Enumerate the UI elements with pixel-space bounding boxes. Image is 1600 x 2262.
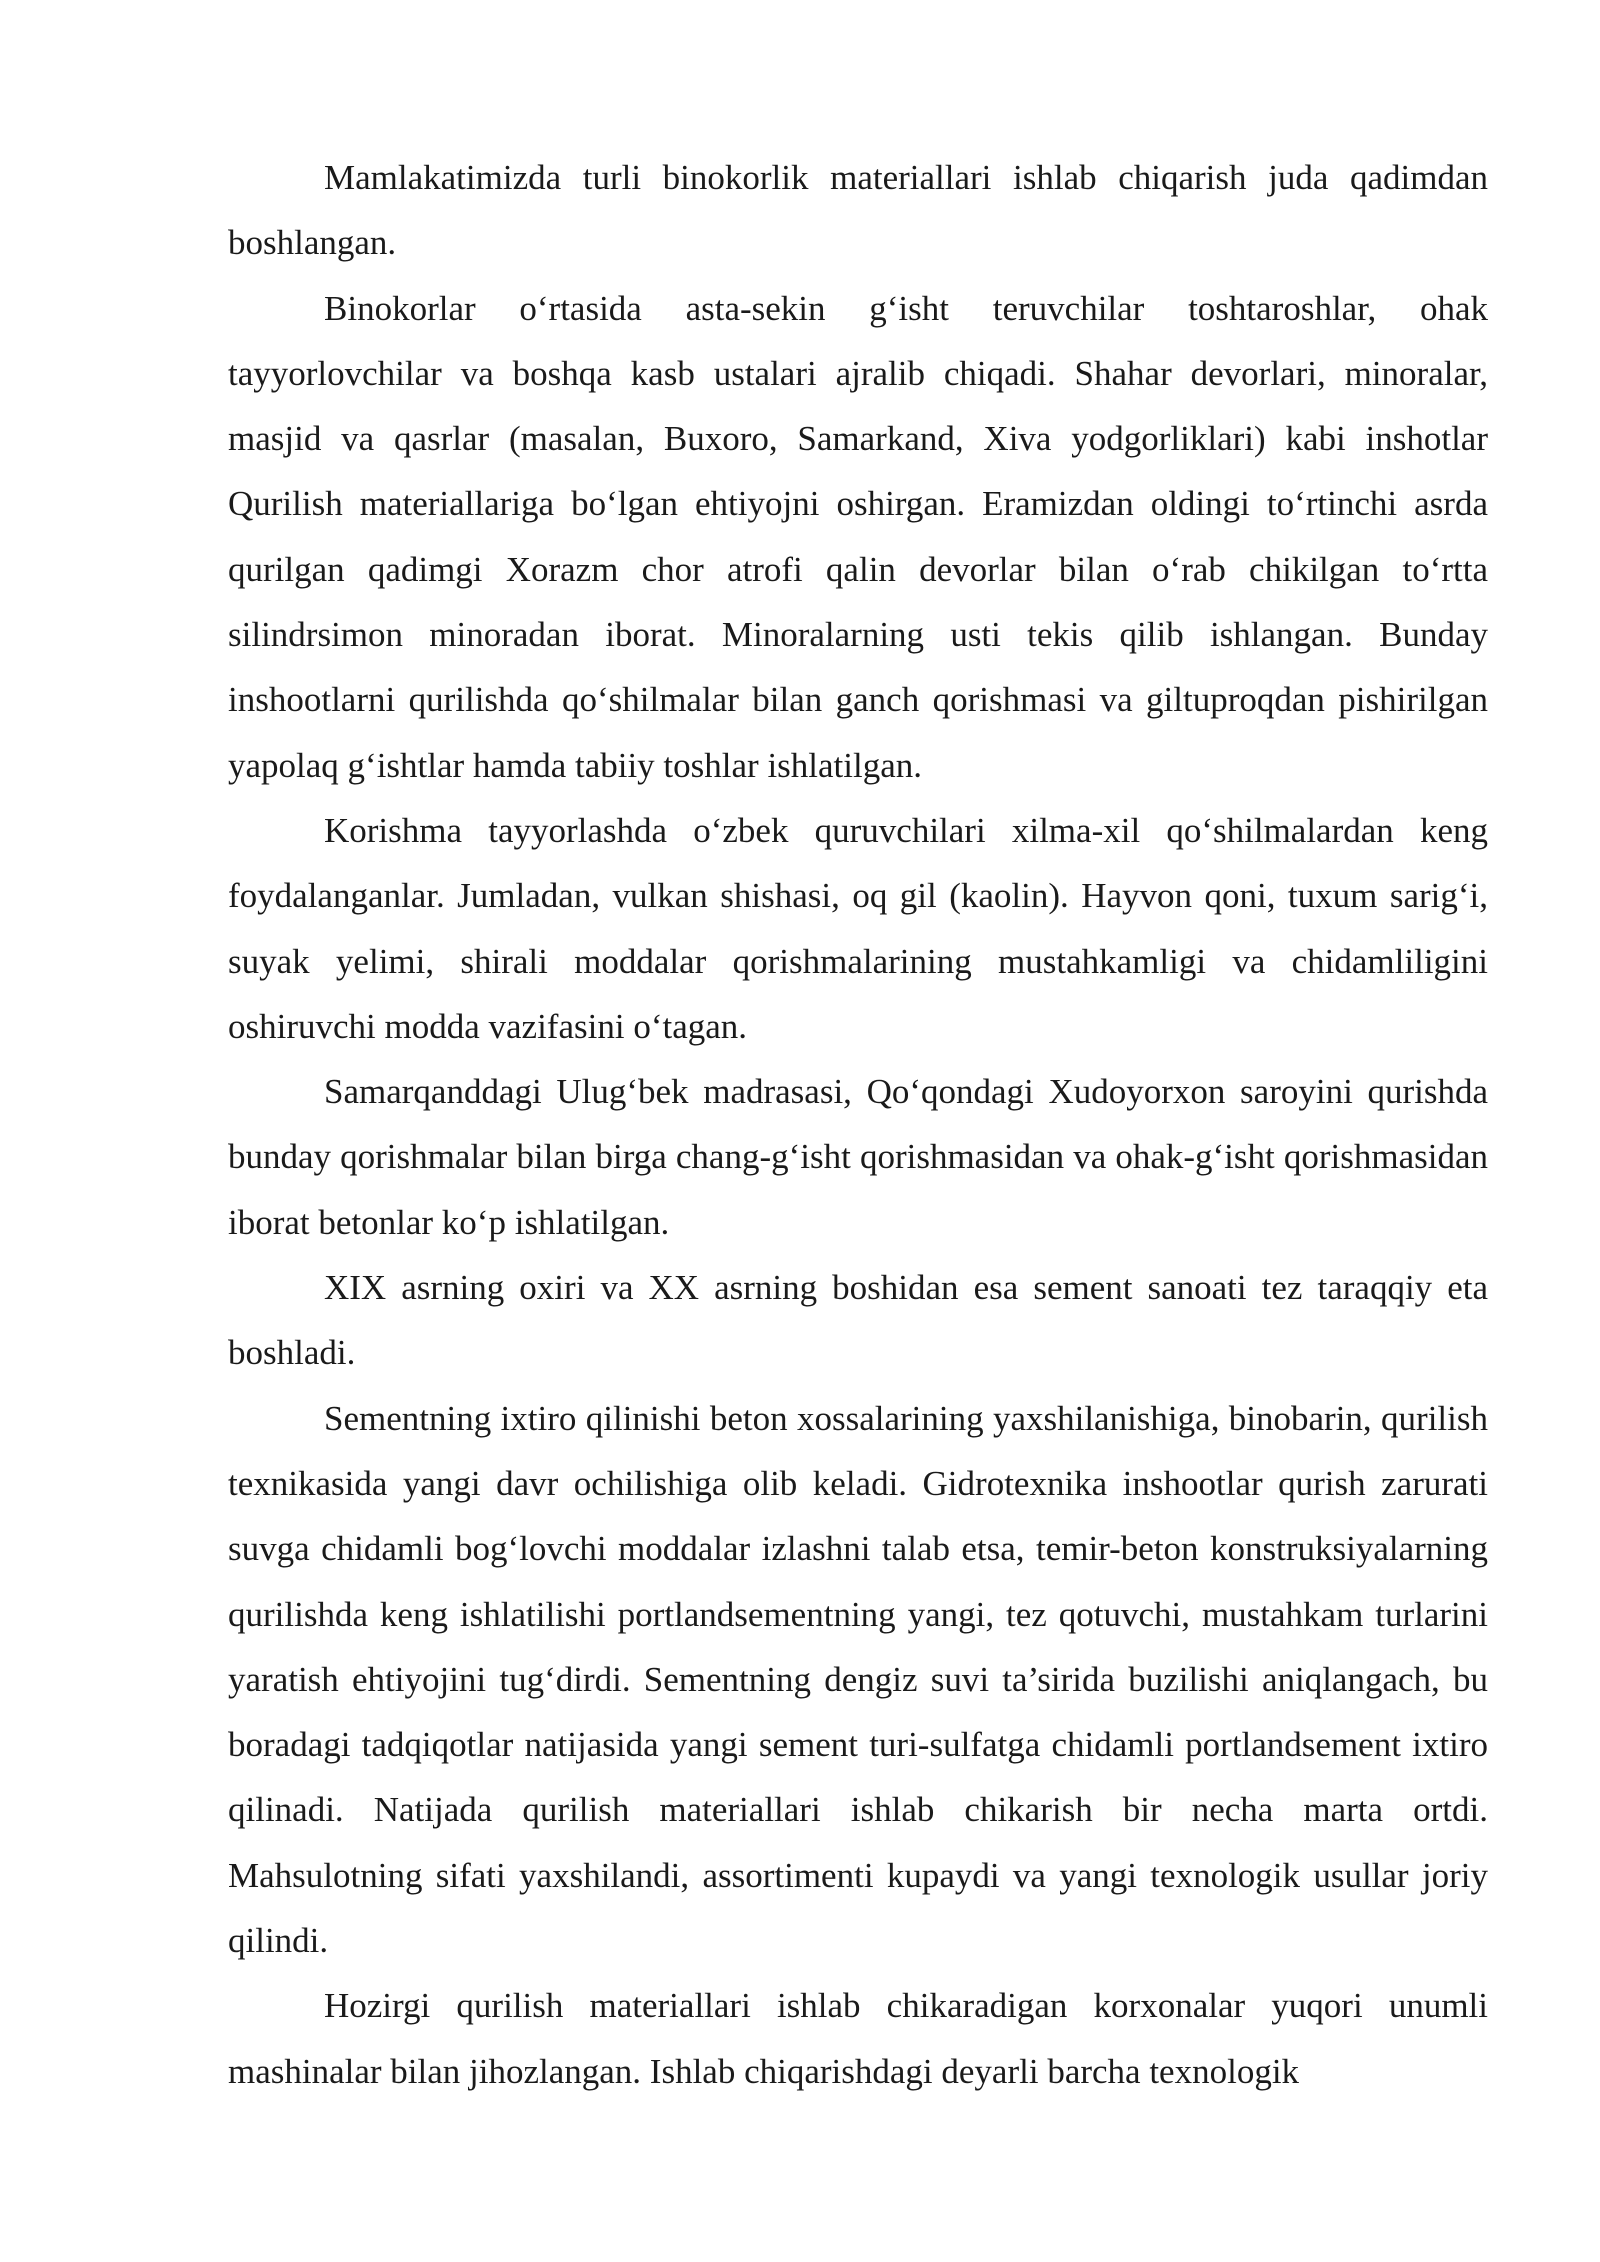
paragraph-4: Samarqanddagi Ulug‘bek madrasasi, Qo‘qondagi Xudoyorxon saroyini qurishda bunday qorishmalar bilan birga chang-g‘isht qorishmasidan va ohak-g‘isht qorishmasidan iborat betonlar ko‘p ishlatilgan. [228,1072,1488,1242]
paragraph-7: Hozirgi qurilish materiallari ishlab chikaradigan korxonalar yuqori unumli mashinalar bilan jihozlangan. Ishlab chiqarishdagi deyarli barcha texnologik [228,1986,1488,2091]
paragraph-2: Binokorlar o‘rtasida asta-sekin g‘isht teruvchilar toshtaroshlar, ohak tayyorlovchilar va boshqa kasb ustalari ajralib chiqadi. Shahar devorlari, minoralar, masjid va qasrlar (masalan, Buxoro, Samarkand, Xiva yodgorliklari) kabi inshotlar Qurilish materiallariga bo‘lgan ehtiyojni oshirgan. Eramizdan oldingi to‘rtinchi asrda qurilgan qadimgi Xorazm chor atrofi qalin devorlar bilan o‘rab chikilgan to‘rtta silindrsimon minoradan iborat. Minoralarning usti tekis qilib ishlangan. Bunday inshootlarni qurilishda qo‘shilmalar bilan ganch qorishmasi va giltuproqdan pishirilgan yapolaq g‘ishtlar hamda tabiiy toshlar ishlatilgan. [228,288,1488,785]
paragraph-5: XIX asrning oxiri va XX asrning boshidan esa sement sanoati tez taraqqiy eta boshladi. [228,1268,1488,1373]
document-page [228,145,1488,2104]
paragraph-3: Korishma tayyorlashda o‘zbek quruvchilari xilma-xil qo‘shilmalardan keng foydalanganlar. Jumladan, vulkan shishasi, oq gil (kaolin). Hayvon qoni, tuxum sarig‘i, suyak yelimi, shirali moddalar qorishmalarining mustahkamligi va chidamliligini oshiruvchi modda vazifasini o‘tagan. [228,810,1488,1046]
paragraph-6: Sementning ixtiro qilinishi beton xossalarining yaxshilanishiga, binobarin, qurilish texnikasida yangi davr ochilishiga olib keladi. Gidrotexnika inshootlar qurish zarurati suvga chidamli bog‘lovchi moddalar izlashni talab etsa, temir-beton konstruksiyalarning qurilishda keng ishlatilishi portlandsementning yangi, tez qotuvchi, mustahkam turlarini yaratish ehtiyojini tug‘dirdi. Sementning dengiz suvi ta’sirida buzilishi aniqlangach, bu boradagi tadqiqotlar natijasida yangi sement turi-sulfatga chidamli portlandsement ixtiro qilinadi. Natijada qurilish materiallari ishlab chikarish bir necha marta ortdi. Mahsulotning sifati yaxshilandi, assortimenti kupaydi va yangi texnologik usullar joriy qilindi. [228,1398,1488,1961]
paragraph-1: Mamlakatimizda turli binokorlik materiallari ishlab chiqarish juda qadimdan boshlangan. [228,158,1488,263]
